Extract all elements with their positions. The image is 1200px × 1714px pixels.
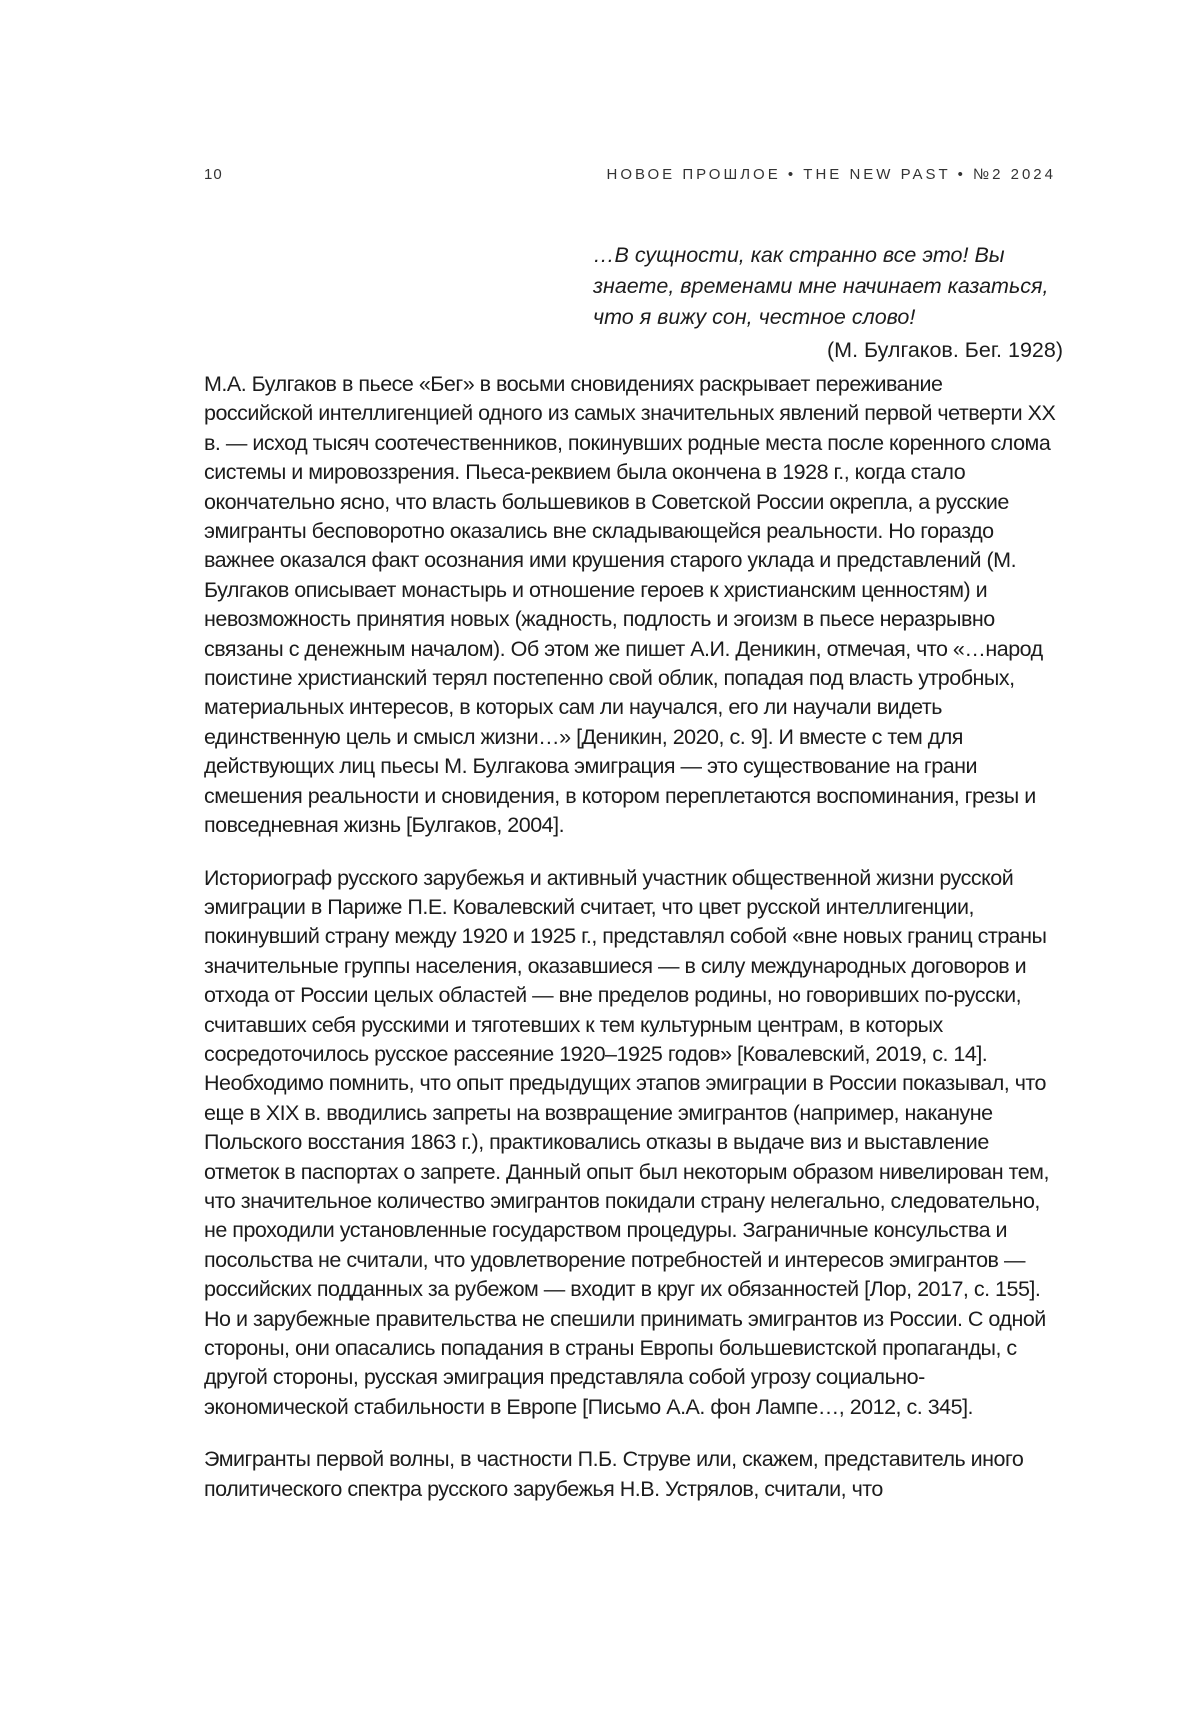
page-number: 10 [204,166,223,183]
epigraph-quote: …В сущности, как странно все это! Вы знаете, временами мне начинает казаться, что я вижу сон, честное слово! [593,240,1063,333]
journal-title: НОВОЕ ПРОШЛОЕ • THE NEW PAST • №2 2024 [606,166,1056,183]
document-page [0,0,1200,1714]
running-header [204,166,1056,188]
epigraph-source: (М. Булгаков. Бег. 1928) [593,335,1063,366]
paragraph-2: Историограф русского зарубежья и активный участник общественной жизни русской эмиграции в Париже П.Е. Ковалевский считает, что цвет русской интеллигенции, покинувший страну между 1920 и 1925 г., представлял собой «вне новых границ страны значительные группы населения, оказавшиеся — в силу международных договоров и отхода от России целых областей — вне пределов родины, но говоривших по-русски, считавших себя русскими и тяготевших к тем культурным центрам, в которых сосредоточилось русское рассеяние 1920–1925 годов» [Ковалевский, 2019, с. 14]. Необходимо помнить, что опыт предыдущих этапов эмиграции в России показывал, что еще в XIX в. вводились запреты на возвращение эмигрантов (например, накануне Польского восстания 1863 г.), практиковались отказы в выдаче виз и выставление отметок в паспортах о запрете. Данный опыт был некоторым образом нивелирован тем, что значительное количество эмигрантов покидали страну нелегально, следовательно, не проходили установленные государством процедуры. Заграничные консульства и посольства не считали, что удовлетворение потребностей и интересов эмигрантов — российских подданных за рубежом — входит в круг их обязанностей [Лор, 2017, с. 155]. Но и зарубежные правительства не спешили принимать эмигрантов из России. С одной стороны, они опасались попадания в страны Европы большевистской пропаганды, с другой стороны, русская эмиграция представляла собой угрозу социально-экономической стабильности в Европе [Письмо А.А. фон Лампе…, 2012, с. 345]. [204,864,1056,1423]
epigraph [593,240,1063,366]
article-body [204,370,1056,1527]
paragraph-3: Эмигранты первой волны, в частности П.Б. Струве или, скажем, представитель иного политического спектра русского зарубежья Н.В. Устрялов, считали, что [204,1445,1056,1504]
paragraph-1: М.А. Булгаков в пьесе «Бег» в восьми сновидениях раскрывает переживание российской интеллигенцией одного из самых значительных явлений первой четверти XX в. — исход тысяч соотечественников, покинувших родные места после коренного слома системы и мировоззрения. Пьеса-реквием была окончена в 1928 г., когда стало окончательно ясно, что власть большевиков в Советской России окрепла, а русские эмигранты бесповоротно оказались вне складывающейся реальности. Но гораздо важнее оказался факт осознания ими крушения старого уклада и представлений (М. Булгаков описывает монастырь и отношение героев к христианским ценностям) и невозможность принятия новых (жадность, подлость и эгоизм в пьесе неразрывно связаны с денежным началом). Об этом же пишет А.И. Деникин, отмечая, что «…народ поистине христианский терял постепенно свой облик, попадая под власть утробных, материальных интересов, в которых сам ли научался, его ли научали видеть единственную цель и смысл жизни…» [Деникин, 2020, с. 9]. И вместе с тем для действующих лиц пьесы М. Булгакова эмиграция — это существование на грани смешения реальности и сновидения, в котором переплетаются воспоминания, грезы и повседневная жизнь [Булгаков, 2004]. [204,370,1056,841]
